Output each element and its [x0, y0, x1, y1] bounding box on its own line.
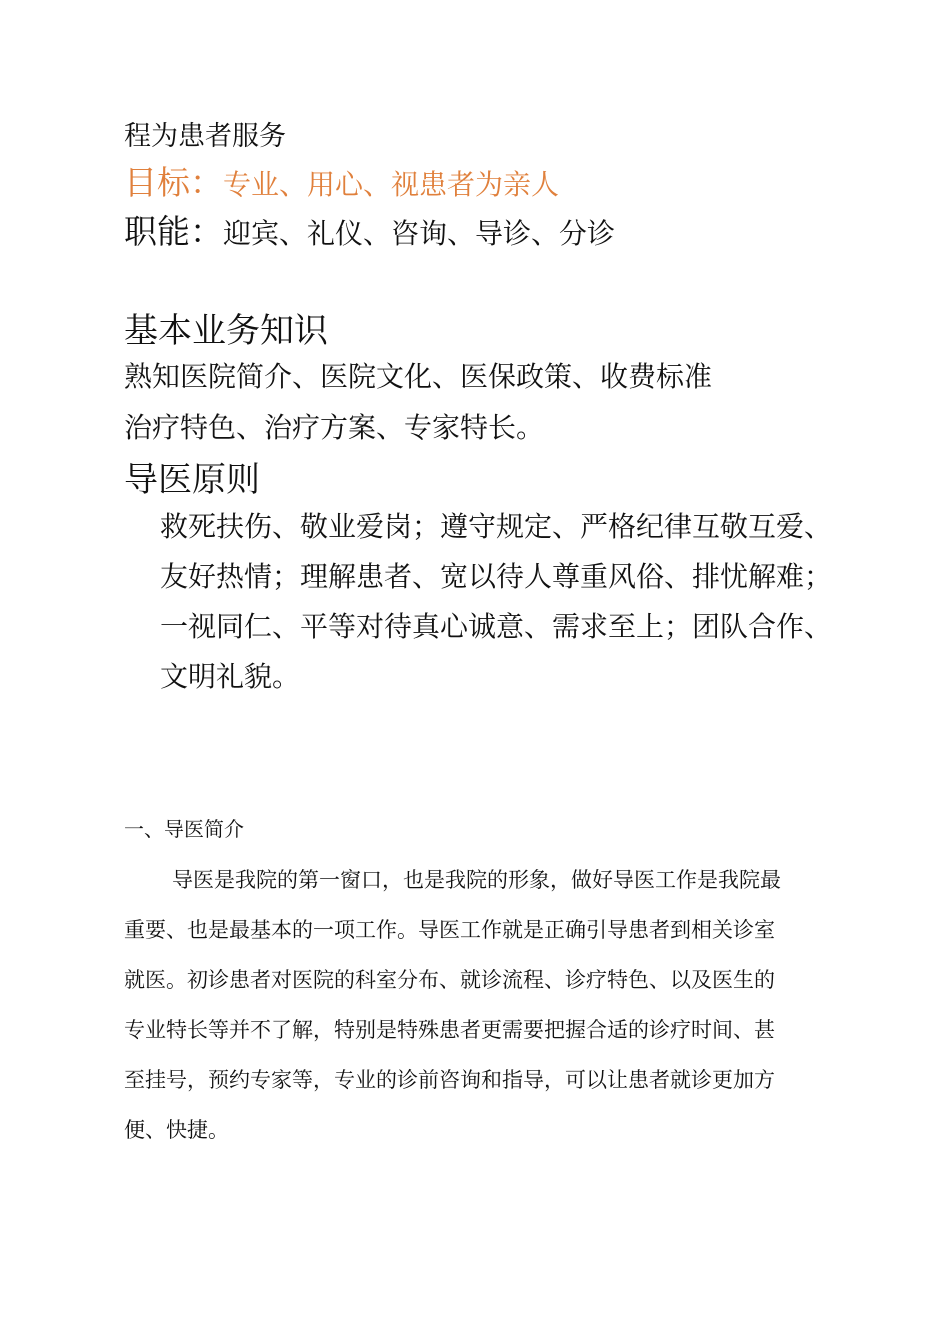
principles-heading: 导医原则 — [124, 460, 260, 500]
function-text: 迎宾、礼仪、咨询、导诊、分诊 — [223, 217, 616, 250]
intro-tail-text: 程为患者服务 — [124, 121, 286, 152]
principle-line: 友好热情；理解患者、宽以待人尊重风俗、排忧解难； — [160, 560, 833, 593]
function-line — [124, 214, 615, 250]
section-title: 一、导医简介 — [124, 817, 244, 841]
knowledge-heading: 基本业务知识 — [124, 311, 328, 351]
section-paragraph-line: 专业特长等并不了解，特别是特殊患者更需要把握合适的诊疗时间、甚 — [124, 1018, 775, 1042]
principle-line: 救死扶伤、敬业爱岗；遵守规定、严格纪律互敬互爱、 — [160, 510, 833, 543]
section-paragraph-line: 就医。初诊患者对医院的科室分布、就诊流程、诊疗特色、以及医生的 — [124, 968, 775, 992]
goal-label: 目标： — [124, 163, 223, 202]
goal-line — [124, 165, 559, 201]
principle-line: 文明礼貌。 — [160, 660, 301, 693]
section-paragraph-line: 重要、也是最基本的一项工作。导医工作就是正确引导患者到相关诊室 — [124, 918, 775, 942]
function-label: 职能： — [124, 212, 223, 251]
section-paragraph-line: 至挂号，预约专家等，专业的诊前咨询和指导，可以让患者就诊更加方 — [124, 1068, 775, 1092]
knowledge-line: 熟知医院简介、医院文化、医保政策、收费标准 — [124, 360, 713, 393]
principle-line: 一视同仁、平等对待真心诚意、需求至上；团队合作、 — [160, 610, 833, 643]
knowledge-line: 治疗特色、治疗方案、专家特长。 — [124, 411, 545, 444]
section-paragraph-line: 便、快捷。 — [124, 1118, 229, 1142]
section-paragraph-line: 导医是我院的第一窗口，也是我院的形象，做好导医工作是我院最 — [172, 868, 781, 892]
goal-text: 专业、用心、视患者为亲人 — [223, 168, 560, 201]
